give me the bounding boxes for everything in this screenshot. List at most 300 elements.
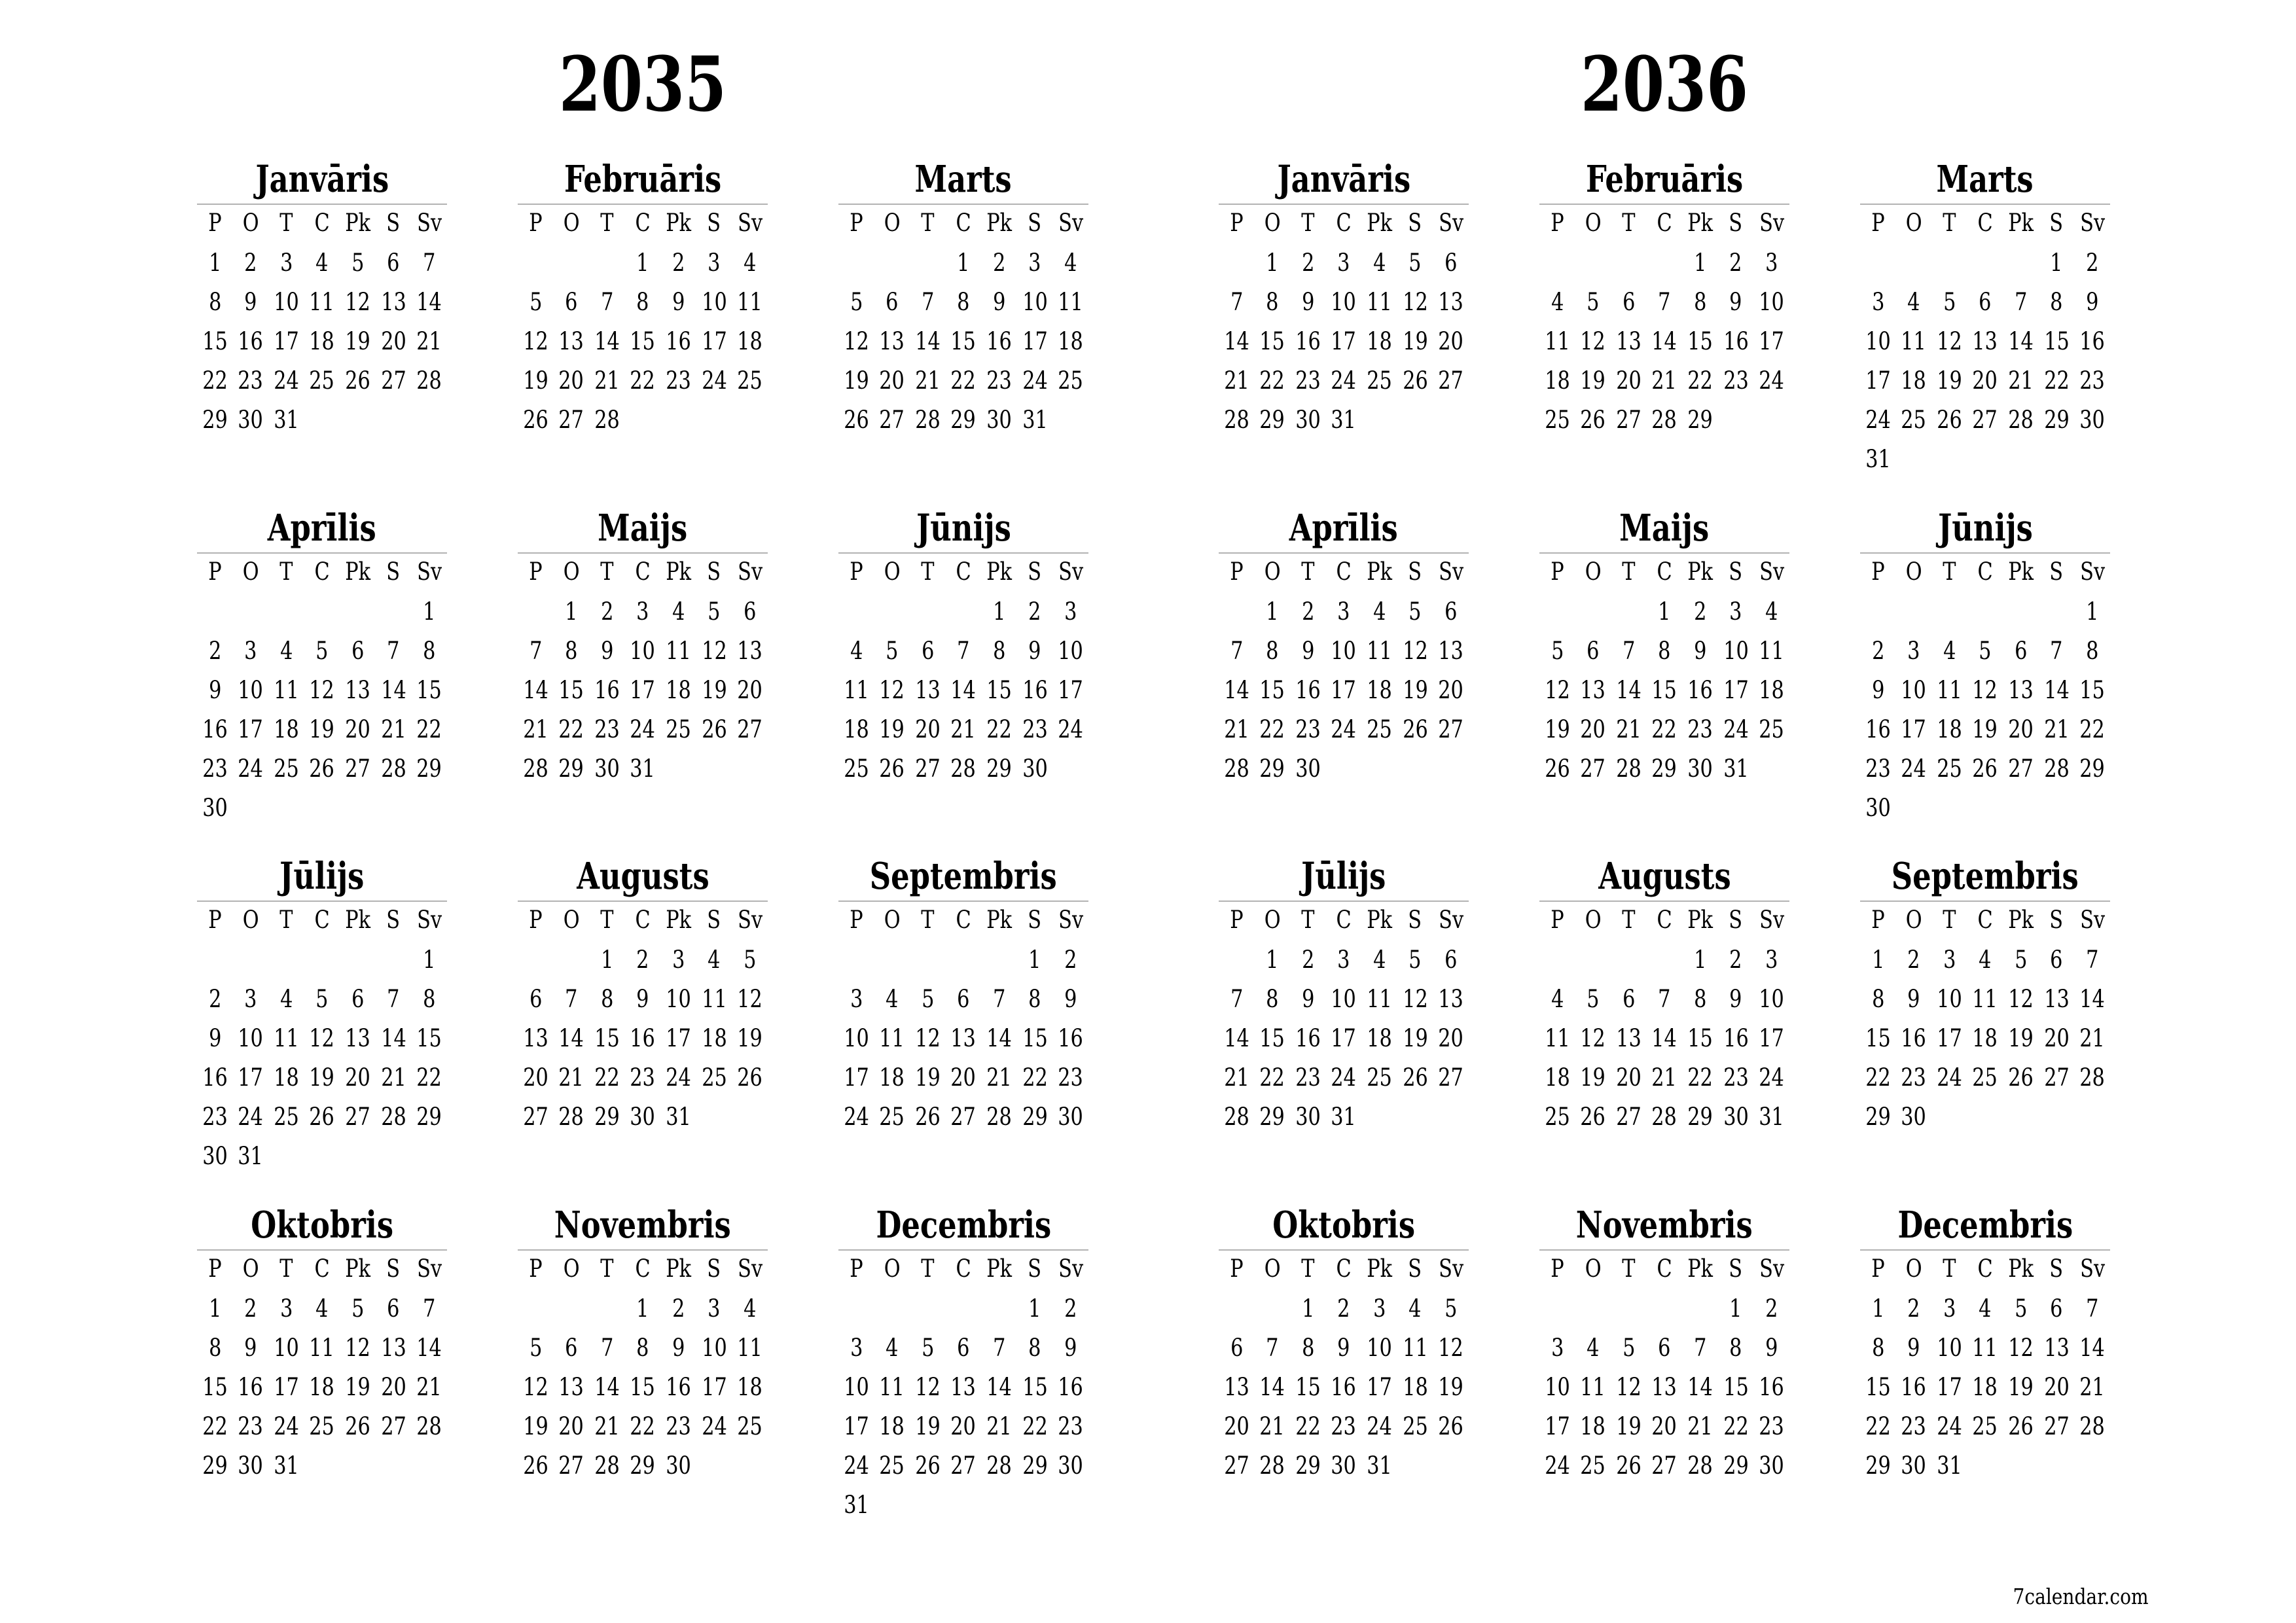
month-block: [518, 1205, 768, 1533]
day-number: 12: [915, 1373, 941, 1401]
day-cell: [838, 283, 874, 322]
week-row: [197, 1019, 447, 1058]
blank-day-cell: [732, 1097, 768, 1137]
day-cell: [1052, 322, 1088, 361]
weekday-label-cell: [910, 1250, 946, 1288]
weekday-header-row: [838, 901, 1088, 939]
weekday-header-row: [838, 553, 1088, 591]
month-name: Marts: [914, 158, 1013, 201]
day-number: 29: [1651, 755, 1677, 783]
day-number: 28: [2079, 1063, 2105, 1092]
day-cell: [1575, 1019, 1611, 1058]
day-number: 30: [1723, 1103, 1749, 1131]
day-number: 19: [309, 715, 335, 743]
day-cell: [1931, 710, 1967, 749]
weekday-label: O: [242, 906, 259, 934]
month-title: [197, 857, 447, 896]
day-number: 19: [915, 1412, 941, 1440]
blank-day-cell: [1753, 749, 1789, 789]
day-number: 23: [1058, 1412, 1083, 1440]
day-number: 30: [1901, 1452, 1927, 1480]
day-number: 10: [1723, 637, 1749, 665]
blank-day-cell: [1931, 1097, 1967, 1137]
day-number: 21: [1223, 366, 1249, 395]
day-number: 29: [202, 406, 228, 434]
day-number: 18: [1544, 366, 1570, 395]
day-cell: [732, 940, 768, 980]
weekday-label: O: [1264, 906, 1281, 934]
day-cell: [2039, 710, 2075, 749]
day-number: 7: [921, 288, 935, 316]
week-row: [518, 940, 768, 980]
day-cell: [874, 749, 910, 789]
day-number: 14: [558, 1024, 584, 1052]
blank-day-cell: [1931, 789, 1967, 828]
day-number: 18: [274, 715, 299, 743]
day-number: 20: [522, 1063, 548, 1092]
day-number: 1: [636, 1294, 649, 1323]
day-cell: [411, 980, 447, 1019]
day-number: 1: [208, 249, 221, 277]
day-cell: [981, 283, 1017, 322]
day-cell: [1931, 283, 1967, 322]
day-number: 3: [1551, 1334, 1564, 1362]
weekday-label: P: [1871, 1255, 1885, 1283]
day-cell: [1219, 749, 1255, 789]
day-number: 5: [886, 637, 899, 665]
day-cell: [376, 1289, 412, 1329]
day-cell: [1682, 710, 1718, 749]
blank-day-cell: [518, 940, 554, 980]
day-number: 5: [1587, 985, 1600, 1013]
day-cell: [2003, 632, 2039, 671]
weekday-label-cell: [1931, 901, 1967, 939]
day-number: 15: [2043, 327, 2070, 355]
day-number: 1: [957, 249, 970, 277]
day-cell: [589, 401, 625, 440]
day-number: 2: [1301, 597, 1315, 626]
day-number: 26: [345, 366, 370, 395]
day-number: 17: [1022, 327, 1048, 355]
blank-day-cell: [838, 940, 874, 980]
day-number: 26: [1402, 1063, 1428, 1092]
day-cell: [1967, 1368, 2003, 1407]
day-cell: [1052, 1289, 1088, 1329]
day-cell: [268, 283, 304, 322]
day-number: 2: [244, 249, 257, 277]
blank-day-cell: [1860, 243, 1896, 283]
blank-day-cell: [1219, 243, 1255, 283]
day-cell: [1718, 632, 1754, 671]
day-cell: [1397, 243, 1433, 283]
weekday-label: O: [884, 209, 901, 237]
day-cell: [1255, 243, 1291, 283]
weekday-label: P: [208, 558, 222, 586]
day-cell: [1361, 940, 1397, 980]
day-cell: [1647, 1368, 1683, 1407]
day-cell: [554, 1058, 590, 1097]
day-cell: [1611, 710, 1647, 749]
day-cell: [1860, 789, 1896, 828]
day-cell: [411, 671, 447, 710]
day-cell: [946, 671, 982, 710]
day-cell: [910, 1097, 946, 1137]
day-cell: [946, 401, 982, 440]
day-cell: [1326, 1289, 1362, 1329]
day-cell: [732, 980, 768, 1019]
day-number: 26: [2008, 1412, 2034, 1440]
day-cell: [268, 361, 304, 401]
week-row: [518, 361, 768, 401]
weekday-label: S: [1028, 906, 1042, 934]
day-number: 12: [1616, 1373, 1641, 1401]
day-number: 6: [957, 1334, 970, 1362]
day-number: 11: [274, 676, 299, 704]
day-cell: [1326, 592, 1362, 632]
day-cell: [1052, 671, 1088, 710]
day-cell: [1718, 1329, 1754, 1368]
day-cell: [1397, 322, 1433, 361]
weekday-label: S: [386, 1255, 401, 1283]
day-number: 13: [915, 676, 941, 704]
weekday-label-cell: [1326, 901, 1362, 939]
day-number: 14: [2079, 1334, 2105, 1362]
day-number: 22: [2079, 715, 2105, 743]
weekday-label-cell: [1718, 553, 1754, 591]
week-row: [1860, 1446, 2110, 1486]
blank-day-cell: [2003, 1446, 2039, 1486]
day-number: 9: [1064, 985, 1077, 1013]
day-number: 6: [2050, 946, 2063, 974]
day-cell: [1290, 361, 1326, 401]
weekday-label-cell: [1718, 204, 1754, 242]
day-cell: [304, 243, 340, 283]
day-cell: [589, 632, 625, 671]
day-cell: [1219, 632, 1255, 671]
day-number: 11: [1759, 637, 1784, 665]
blank-day-cell: [1219, 1289, 1255, 1329]
day-number: 30: [1058, 1103, 1083, 1131]
day-cell: [268, 1407, 304, 1446]
day-cell: [1539, 710, 1575, 749]
day-number: 16: [202, 1063, 228, 1092]
day-cell: [1753, 671, 1789, 710]
day-number: 10: [1901, 676, 1927, 704]
day-cell: [1326, 671, 1362, 710]
month-title: [1539, 160, 1789, 199]
day-number: 22: [1687, 1063, 1713, 1092]
day-number: 6: [1230, 1334, 1243, 1362]
blank-day-cell: [696, 749, 732, 789]
day-number: 18: [1544, 1063, 1570, 1092]
day-cell: [1611, 1058, 1647, 1097]
day-cell: [838, 1329, 874, 1368]
day-number: 1: [1028, 946, 1041, 974]
day-cell: [1255, 1368, 1291, 1407]
weekday-label-cell: [2003, 204, 2039, 242]
day-cell: [1433, 1407, 1469, 1446]
day-cell: [1753, 322, 1789, 361]
day-number: 16: [1901, 1373, 1927, 1401]
day-number: 15: [2079, 676, 2105, 704]
blank-day-cell: [1931, 440, 1967, 479]
day-number: 4: [886, 1334, 899, 1362]
day-cell: [1967, 710, 2003, 749]
day-cell: [2003, 1407, 2039, 1446]
day-cell: [1219, 1097, 1255, 1137]
day-cell: [1860, 1058, 1896, 1097]
week-row: [518, 592, 768, 632]
day-cell: [1219, 1368, 1255, 1407]
day-number: 10: [630, 637, 656, 665]
day-cell: [838, 322, 874, 361]
day-cell: [1718, 1446, 1754, 1486]
day-cell: [268, 1329, 304, 1368]
week-row: [518, 749, 768, 789]
week-row: [838, 940, 1088, 980]
day-number: 21: [1223, 1063, 1249, 1092]
blank-day-cell: [1647, 1289, 1683, 1329]
weekday-label-cell: [2039, 553, 2075, 591]
week-row: [838, 283, 1088, 322]
day-cell: [1219, 283, 1255, 322]
month-block: [838, 857, 1088, 1184]
day-cell: [1967, 322, 2003, 361]
day-number: 13: [1651, 1373, 1677, 1401]
weekday-label-cell: [1255, 901, 1291, 939]
day-number: 23: [594, 715, 620, 743]
day-cell: [1896, 749, 1932, 789]
day-number: 5: [1408, 597, 1422, 626]
day-number: 16: [986, 327, 1012, 355]
day-number: 11: [879, 1373, 905, 1401]
month-block: [1860, 508, 2110, 836]
day-number: 4: [850, 637, 863, 665]
day-number: 18: [1580, 1412, 1606, 1440]
weekday-label: O: [1905, 558, 1922, 586]
day-number: 17: [1058, 676, 1083, 704]
day-number: 30: [1295, 406, 1321, 434]
day-cell: [1017, 940, 1053, 980]
day-cell: [2074, 401, 2110, 440]
weekday-label: Sv: [1438, 1255, 1463, 1283]
day-number: 22: [2043, 366, 2070, 395]
week-row: [518, 322, 768, 361]
day-cell: [1397, 1058, 1433, 1097]
day-number: 30: [1331, 1452, 1357, 1480]
day-number: 24: [1022, 366, 1048, 395]
day-number: 3: [1907, 637, 1920, 665]
day-number: 12: [1402, 985, 1428, 1013]
weekday-label-cell: [518, 1250, 554, 1288]
day-cell: [1255, 592, 1291, 632]
weekday-label: T: [1943, 209, 1956, 237]
blank-day-cell: [910, 940, 946, 980]
day-cell: [2003, 1368, 2039, 1407]
day-cell: [1896, 361, 1932, 401]
day-cell: [1219, 1407, 1255, 1446]
day-number: 16: [1058, 1024, 1083, 1052]
day-number: 31: [1331, 1103, 1357, 1131]
day-cell: [1255, 1446, 1291, 1486]
week-row: [1539, 940, 1789, 980]
blank-day-cell: [1052, 749, 1088, 789]
day-cell: [1326, 1019, 1362, 1058]
day-cell: [1647, 1019, 1683, 1058]
week-row: [1219, 749, 1469, 789]
day-cell: [340, 283, 376, 322]
day-cell: [411, 1368, 447, 1407]
day-number: 7: [565, 985, 578, 1013]
day-cell: [1290, 632, 1326, 671]
day-number: 10: [1759, 288, 1784, 316]
day-cell: [874, 1019, 910, 1058]
day-cell: [1647, 1407, 1683, 1446]
day-number: 10: [1331, 637, 1357, 665]
day-number: 30: [630, 1103, 656, 1131]
weekday-header-row: [197, 1250, 447, 1288]
day-number: 1: [600, 946, 614, 974]
week-row: [197, 592, 447, 632]
day-number: 7: [2085, 1294, 2099, 1323]
month-title: [1860, 508, 2110, 548]
day-cell: [1682, 671, 1718, 710]
weekday-label-cell: [233, 553, 269, 591]
day-cell: [1718, 710, 1754, 749]
day-number: 7: [387, 985, 400, 1013]
day-number: 23: [666, 1412, 691, 1440]
blank-day-cell: [554, 940, 590, 980]
day-number: 17: [274, 1373, 299, 1401]
day-cell: [1290, 243, 1326, 283]
day-number: 20: [345, 1063, 370, 1092]
day-cell: [376, 749, 412, 789]
day-number: 13: [950, 1373, 977, 1401]
day-number: 27: [879, 406, 905, 434]
day-cell: [340, 1019, 376, 1058]
day-number: 29: [416, 755, 442, 783]
day-number: 30: [594, 755, 620, 783]
day-number: 9: [1765, 1334, 1778, 1362]
weekday-header-row: [197, 901, 447, 939]
week-row: [197, 671, 447, 710]
weekday-label-cell: [268, 553, 304, 591]
day-cell: [1753, 1019, 1789, 1058]
day-cell: [1575, 1446, 1611, 1486]
day-number: 7: [600, 288, 614, 316]
day-cell: [1718, 749, 1754, 789]
day-number: 21: [522, 715, 548, 743]
day-number: 28: [1687, 1452, 1713, 1480]
month-block: [1860, 857, 2110, 1184]
day-number: 21: [986, 1063, 1012, 1092]
day-cell: [2074, 592, 2110, 632]
weekday-label-cell: [518, 204, 554, 242]
month-grid: [197, 0, 1088, 1623]
day-cell: [1931, 401, 1967, 440]
weekday-label-cell: [1539, 1250, 1575, 1288]
day-number: 2: [672, 249, 685, 277]
day-number: 10: [1544, 1373, 1570, 1401]
weekday-label-cell: [1290, 553, 1326, 591]
day-number: 19: [1972, 715, 1998, 743]
month-block: [197, 857, 447, 1184]
weekday-label: S: [707, 209, 721, 237]
day-cell: [732, 1329, 768, 1368]
day-cell: [1290, 1407, 1326, 1446]
weekday-label: O: [884, 1255, 901, 1283]
day-number: 11: [737, 288, 762, 316]
month-title: [1219, 160, 1469, 199]
day-cell: [1397, 1407, 1433, 1446]
day-cell: [340, 1097, 376, 1137]
blank-day-cell: [233, 789, 269, 828]
day-cell: [1326, 1097, 1362, 1137]
day-number: 21: [416, 327, 442, 355]
month-name: Aprīlis: [268, 507, 376, 550]
day-cell: [1361, 710, 1397, 749]
week-row: [838, 1446, 1088, 1486]
day-cell: [1219, 1329, 1255, 1368]
day-cell: [732, 1019, 768, 1058]
day-cell: [1967, 1058, 2003, 1097]
day-number: 28: [950, 755, 977, 783]
day-number: 13: [2043, 1334, 2070, 1362]
day-cell: [1718, 1289, 1754, 1329]
blank-day-cell: [1433, 749, 1469, 789]
blank-day-cell: [268, 940, 304, 980]
day-number: 15: [1865, 1024, 1891, 1052]
blank-day-cell: [1860, 592, 1896, 632]
weekday-label: Sv: [737, 209, 762, 237]
weekday-label-cell: [518, 553, 554, 591]
week-row: [1219, 592, 1469, 632]
week-row: [1539, 361, 1789, 401]
blank-day-cell: [2074, 1446, 2110, 1486]
day-number: 4: [1907, 288, 1920, 316]
day-cell: [1682, 592, 1718, 632]
day-cell: [304, 749, 340, 789]
blank-day-cell: [1753, 401, 1789, 440]
weekday-label: T: [1301, 209, 1315, 237]
day-number: 13: [950, 1024, 977, 1052]
day-number: 10: [1058, 637, 1083, 665]
day-number: 2: [1871, 637, 1884, 665]
day-number: 14: [1223, 676, 1249, 704]
day-cell: [1255, 980, 1291, 1019]
day-cell: [304, 671, 340, 710]
day-cell: [554, 283, 590, 322]
day-cell: [268, 322, 304, 361]
day-cell: [981, 592, 1017, 632]
day-number: 31: [274, 1452, 299, 1480]
day-number: 18: [1972, 1373, 1998, 1401]
weekday-label: T: [1301, 1255, 1315, 1283]
day-cell: [696, 632, 732, 671]
day-number: 22: [1022, 1063, 1048, 1092]
day-cell: [518, 1407, 554, 1446]
weekday-label-cell: [233, 204, 269, 242]
day-cell: [268, 1019, 304, 1058]
month-title: [1219, 508, 1469, 548]
blank-day-cell: [874, 940, 910, 980]
day-number: 4: [1064, 249, 1077, 277]
day-number: 28: [1616, 755, 1641, 783]
day-cell: [625, 361, 661, 401]
day-number: 21: [1616, 715, 1641, 743]
week-row: [1539, 243, 1789, 283]
day-number: 19: [522, 1412, 548, 1440]
